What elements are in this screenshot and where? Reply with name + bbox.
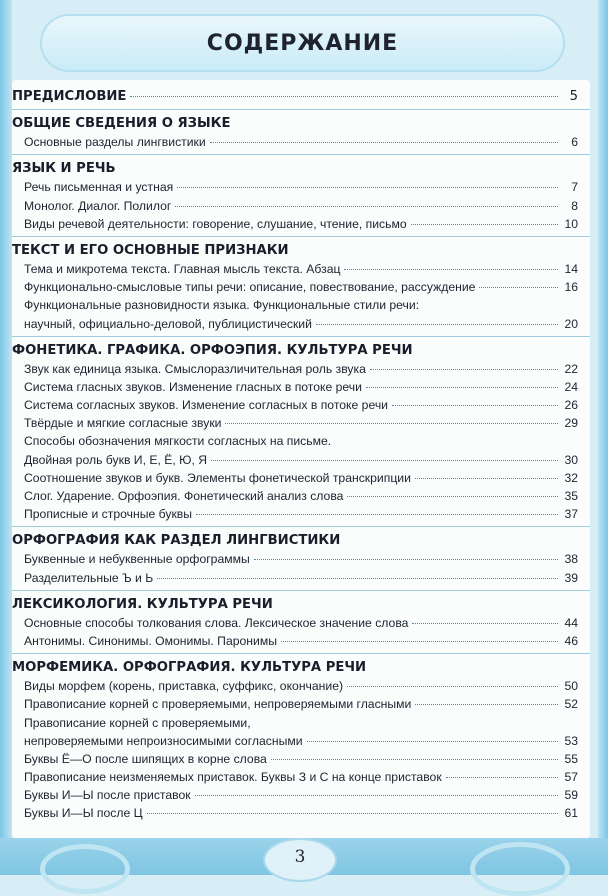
section-heading: ТЕКСТ И ЕГО ОСНОВНЫЕ ПРИЗНАКИ: [12, 242, 289, 258]
toc-entry: [12, 215, 590, 233]
toc-entry: [12, 432, 590, 450]
dot-leader: [130, 96, 558, 97]
section-heading: ОБЩИЕ СВЕДЕНИЯ О ЯЗЫКЕ: [12, 116, 231, 132]
section-divider: [12, 154, 590, 155]
page-ref: 32: [564, 470, 578, 485]
toc-entry: [12, 804, 590, 822]
toc-entry: [12, 487, 590, 505]
toc-entry-text: Основные способы толкования слова. Лексическое значение слова: [24, 615, 409, 630]
page-ref: 30: [564, 452, 578, 467]
page-ref: 38: [564, 552, 578, 567]
toc-entry: [12, 296, 590, 314]
toc-entry-text: Прописные и строчные буквы: [24, 507, 193, 522]
page-ref: 39: [564, 570, 578, 585]
toc-entry: [12, 632, 590, 650]
toc-entry-text: Основные разделы лингвистики: [24, 135, 206, 150]
toc-entry-text: Звук как единица языка. Смыслоразличительная роль звука: [24, 361, 366, 376]
section-heading: ЛЕКСИКОЛОГИЯ. КУЛЬТУРА РЕЧИ: [12, 596, 273, 612]
toc-entry-text: Двойная роль букв И, Е, Ё, Ю, Я: [24, 452, 208, 467]
section-heading: ФОНЕТИКА. ГРАФИКА. ОРФОЭПИЯ. КУЛЬТУРА РЕЧИ: [12, 342, 413, 358]
page-number-badge: [265, 840, 335, 880]
page-ref: 59: [564, 788, 578, 803]
section-divider: [12, 526, 590, 527]
page-ref: 26: [564, 398, 578, 413]
toc-entry-text: Буквы И—Ы после Ц: [24, 806, 143, 821]
dot-leader: [392, 405, 558, 406]
toc-entry-text: Речь письменная и устная: [24, 180, 174, 195]
dot-leader: [415, 478, 558, 479]
page-ref: 46: [564, 633, 578, 648]
toc-entry-text: Соотношение звуков и букв. Элементы фонетической транскрипции: [24, 470, 411, 485]
dot-leader: [415, 704, 558, 705]
page-ref: 14: [564, 261, 578, 276]
toc-entry: [12, 396, 590, 414]
toc-entry-text: Функционально-смысловые типы речи: описание, повествование, рассуждение: [24, 280, 476, 295]
page-ref: 50: [564, 679, 578, 694]
toc-entry-text: Виды морфем (корень, приставка, суффикс, окончание): [24, 679, 344, 694]
toc-entry-text: Тема и микротема текста. Главная мысль текста. Абзац: [24, 261, 341, 276]
toc-entry: [12, 315, 590, 333]
page-ref: 22: [564, 361, 578, 376]
section-divider: [12, 590, 590, 591]
dot-leader: [446, 777, 558, 778]
toc-entry: [12, 569, 590, 587]
section-divider: [12, 109, 590, 110]
toc-entry-text: Разделительные Ъ и Ь: [24, 570, 154, 585]
section-heading: МОРФЕМИКА. ОРФОГРАФИЯ. КУЛЬТУРА РЕЧИ: [12, 660, 367, 676]
toc-entry: [12, 786, 590, 804]
toc-entry-text: Функциональные разновидности языка. Функциональные стили речи:: [24, 298, 420, 313]
toc-entry-text: непроверяемыми непроизносимыми согласными: [24, 733, 303, 748]
dot-leader: [147, 813, 558, 814]
toc-entry: [12, 714, 590, 732]
section-heading: [12, 88, 590, 106]
dot-leader: [177, 187, 558, 188]
toc-entry-text: научный, официально-деловой, публицистический: [24, 316, 312, 331]
page-ref: 55: [564, 751, 578, 766]
dot-leader: [479, 287, 558, 288]
toc-entry: [12, 732, 590, 750]
toc-entry: [12, 133, 590, 151]
toc-entry: [12, 360, 590, 378]
page-title: СОДЕРЖАНИЕ: [206, 30, 399, 56]
toc-entry: [12, 550, 590, 568]
dot-leader: [210, 142, 558, 143]
section-divider: [12, 653, 590, 654]
toc-entry-text: Буквы Ё—О после шипящих в корне слова: [24, 751, 267, 766]
left-frame-border: [0, 0, 12, 875]
dot-leader: [195, 795, 558, 796]
section-heading: ЯЗЫК И РЕЧЬ: [12, 161, 116, 177]
dot-leader: [411, 224, 558, 225]
page-ref: 53: [564, 733, 578, 748]
dot-leader: [344, 269, 558, 270]
decorative-swirl: [470, 842, 570, 896]
dot-leader: [366, 387, 558, 388]
section-heading-text: ПРЕДИСЛОВИЕ: [12, 89, 127, 104]
toc-entry: [12, 378, 590, 396]
toc-entry: [12, 178, 590, 196]
toc-entry: [12, 469, 590, 487]
page-ref: 35: [564, 489, 578, 503]
page-ref: 8: [571, 198, 578, 213]
toc-entry-text: Антонимы. Синонимы. Омонимы. Паронимы: [24, 633, 277, 648]
toc-entry-text: Правописание неизменяемых приставок. Буквы З и С на конце приставок: [24, 770, 442, 785]
title-banner: [40, 14, 565, 72]
toc-entry-text: Буквы И—Ы после приставок: [24, 788, 191, 803]
dot-leader: [196, 514, 558, 515]
contents-page: [12, 80, 590, 838]
dot-leader: [271, 759, 558, 760]
section-heading: ОРФОГРАФИЯ КАК РАЗДЕЛ ЛИНГВИСТИКИ: [12, 533, 341, 549]
dot-leader: [254, 559, 558, 560]
page-number: 3: [294, 847, 306, 867]
page-ref: 24: [564, 379, 578, 394]
toc-entry-text: Система гласных звуков. Изменение гласных в потоке речи: [24, 379, 362, 394]
page-ref: 57: [564, 770, 578, 785]
section-divider: [12, 236, 590, 237]
toc-entry-text: Монолог. Диалог. Полилог: [24, 198, 172, 213]
page-ref: 10: [564, 216, 578, 231]
page-ref: 20: [564, 316, 578, 331]
dot-leader: [307, 741, 558, 742]
page-ref: 52: [564, 697, 578, 712]
dot-leader: [211, 460, 558, 461]
dot-leader: [347, 686, 558, 687]
toc-entry-text: Правописание корней с проверяемыми,: [24, 715, 251, 730]
page-ref: 5: [569, 89, 578, 104]
page-ref: 16: [564, 280, 578, 295]
toc-entry: [12, 414, 590, 432]
table-of-contents: [12, 84, 590, 823]
toc-entry-text: Буквенные и небуквенные орфограммы: [24, 552, 250, 567]
page-ref: 29: [564, 416, 578, 431]
page-ref: 7: [571, 180, 578, 195]
dot-leader: [175, 206, 558, 207]
page-ref: 61: [564, 806, 578, 821]
toc-entry-text: Способы обозначения мягкости согласных на письме.: [24, 434, 332, 449]
toc-entry: [12, 451, 590, 469]
toc-entry: [12, 505, 590, 523]
dot-leader: [225, 423, 558, 424]
toc-entry: [12, 677, 590, 695]
dot-leader: [347, 496, 558, 497]
dot-leader: [157, 578, 558, 579]
dot-leader: [412, 623, 558, 624]
toc-entry-text: Слог. Ударение. Орфоэпия. Фонетический анализ слова: [24, 489, 344, 503]
page-ref: 44: [564, 615, 578, 630]
page-ref: 6: [571, 135, 578, 150]
section-divider: [12, 336, 590, 337]
toc-entry: [12, 614, 590, 632]
dot-leader: [316, 324, 558, 325]
toc-entry-text: Система согласных звуков. Изменение согласных в потоке речи: [24, 398, 388, 413]
page-ref: 37: [564, 507, 578, 522]
decorative-swirl: [40, 844, 130, 894]
toc-entry: [12, 695, 590, 713]
toc-entry: [12, 197, 590, 215]
toc-entry-text: Правописание корней с проверяемыми, непроверяемыми гласными: [24, 697, 412, 712]
toc-entry-text: Твёрдые и мягкие согласные звуки: [24, 416, 222, 431]
dot-leader: [281, 641, 558, 642]
toc-entry: [12, 750, 590, 768]
toc-entry-text: Виды речевой деятельности: говорение, слушание, чтение, письмо: [24, 216, 407, 231]
toc-entry: [12, 768, 590, 786]
right-frame-border: [598, 0, 608, 875]
toc-entry: [12, 278, 590, 296]
toc-entry: [12, 260, 590, 278]
dot-leader: [370, 369, 558, 370]
